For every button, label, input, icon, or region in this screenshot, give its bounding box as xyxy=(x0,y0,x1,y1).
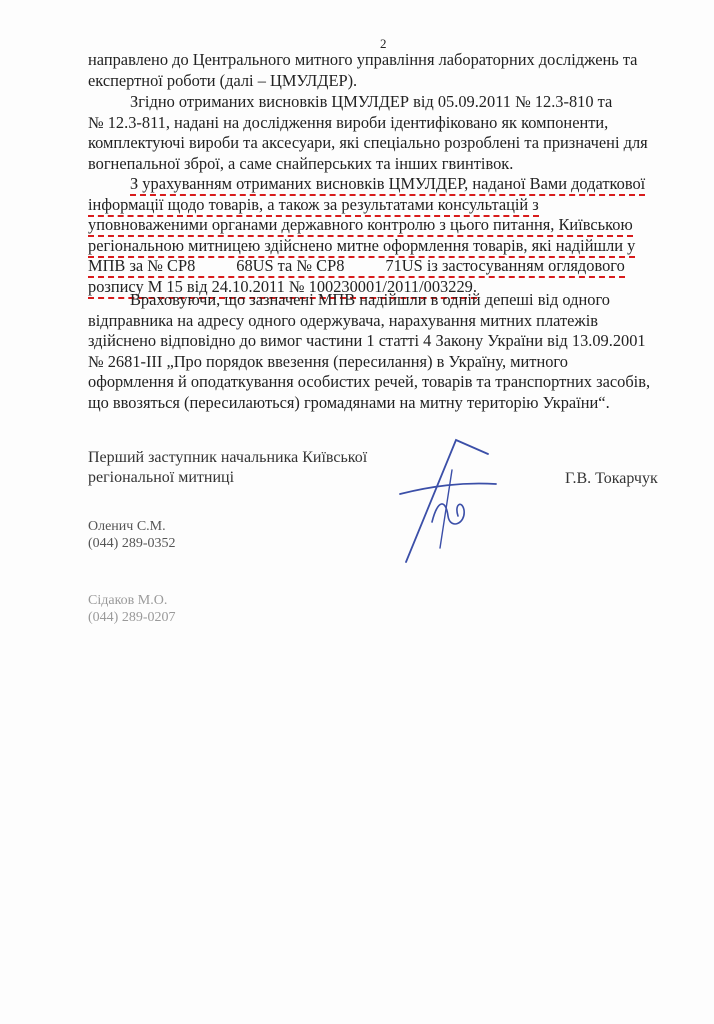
text-line: оформлення й оподаткування особистих речей, товарів та транспортних засобів, xyxy=(88,372,651,391)
contact-block xyxy=(88,518,176,552)
text-line: експертної роботи (далі – ЦМУЛДЕР). xyxy=(88,70,358,90)
text-line: вогнепальної зброї, а саме снайперських та інших гвинтівок. xyxy=(88,153,514,173)
contact-name: Оленич С.М. xyxy=(88,519,166,534)
signatory-title-line: Перший заступник начальника Київської xyxy=(88,449,368,466)
text-line: що ввозяться (пересилаються) громадянами на митну територію України“. xyxy=(88,392,610,412)
text-line xyxy=(88,195,678,216)
underlined-text: уповноваженими органами державного контролю з цього питання, Київською xyxy=(88,215,633,237)
text-line xyxy=(88,256,678,277)
text-line: направлено до Центрального митного управління лабораторних досліджень та xyxy=(88,50,638,69)
text-line: № 2681-ІІІ „Про порядок ввезення (пересилання) в Україну, митного xyxy=(88,351,568,371)
underlined-text: регіональною митницею здійснено митне оформлення товарів, які надійшли у xyxy=(88,236,635,258)
underlined-text: розпису М 15 від 24.10.2011 № 100230001/2011/003229. xyxy=(88,277,477,299)
underlined-text: інформації щодо товарів, а також за результатами консультацій з xyxy=(88,195,539,217)
paragraph-1 xyxy=(88,50,678,91)
contact-block xyxy=(88,592,176,626)
text-line xyxy=(88,236,678,257)
signatory-title-line: регіональної митниці xyxy=(88,469,235,486)
contact-name: Сідаков М.О. xyxy=(88,593,168,608)
page-number: 2 xyxy=(380,36,387,51)
underlined-text: З урахуванням отриманих висновків ЦМУЛДЕР, наданої Вами додаткової xyxy=(130,174,645,196)
text-line: Згідно отриманих висновків ЦМУЛДЕР від 05.09.2011 № 12.3-810 та xyxy=(130,92,613,111)
text-line: Враховуючи, що зазначені МПВ надійшли в одній депеші від одного xyxy=(130,290,610,309)
signatory-name: Г.В. Токарчук xyxy=(565,470,658,487)
paragraph-3-highlighted xyxy=(88,174,678,297)
text-line: відправника на адресу одного одержувача, нарахування митних платежів xyxy=(88,310,599,330)
underlined-text: МПВ за № СР8 68US та № СР8 71US із застосуванням оглядового xyxy=(88,256,625,278)
contact-phone: (044) 289-0352 xyxy=(88,536,176,551)
paragraph-4 xyxy=(88,290,678,413)
signatory-title xyxy=(88,448,418,488)
contact-phone: (044) 289-0207 xyxy=(88,610,176,625)
paragraph-2 xyxy=(88,92,678,174)
text-line: комплектуючі вироби та аксесуари, які спеціально розроблені та призначені для xyxy=(88,133,648,152)
handwritten-signature xyxy=(392,430,502,575)
text-line xyxy=(88,215,678,236)
text-line: здійснено відповідно до вимог частини 1 статті 4 Закону України від 13.09.2001 xyxy=(88,331,646,350)
text-line: № 12.3-811, надані на дослідження вироби ідентифіковано як компоненти, xyxy=(88,112,609,132)
text-line xyxy=(88,174,678,195)
